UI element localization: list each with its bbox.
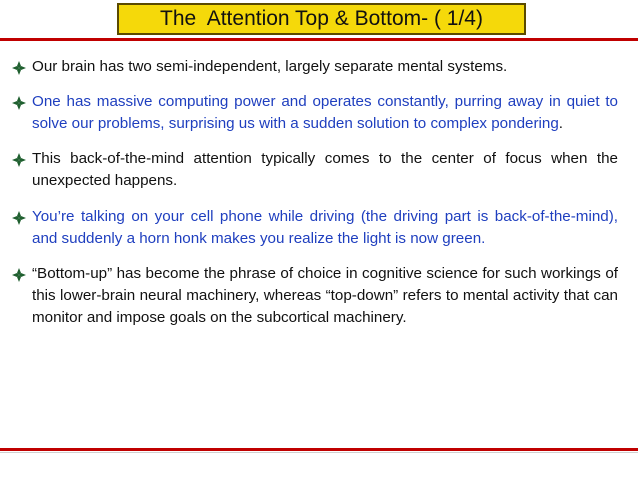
bullet-text: This back-of-the-mind attention typically comes to the center of focus when the unexpected happens. (32, 150, 618, 189)
diamond-bullet-icon (12, 263, 28, 285)
bullet-text: Our brain has two semi-independent, largely separate mental systems. (32, 58, 508, 75)
bullet-text-period: . (558, 115, 564, 132)
bullet-item (12, 263, 618, 329)
slide-title-box (117, 3, 526, 35)
top-divider-line (0, 38, 638, 41)
bullet-text: You’re talking on your cell phone while driving (the driving part is back-of-the-mind), and suddenly a horn honk makes you realize the light is now green. (32, 208, 618, 247)
diamond-bullet-icon (12, 206, 28, 228)
bottom-divider-shadow (0, 452, 638, 453)
slide-title: The Attention Top & Bottom- ( 1/4) (160, 7, 483, 30)
bullet-list (12, 56, 618, 329)
bullet-text: “Bottom-up” has become the phrase of choice in cognitive science for such workings of this lower-brain neural machinery, whereas “top-down” refers to mental activity that can monitor and impose goals on the subcortical machinery. (32, 265, 618, 326)
diamond-bullet-icon (12, 56, 28, 78)
bullet-item (12, 56, 618, 78)
bullet-item (12, 91, 618, 135)
bottom-divider-line (0, 448, 638, 451)
bullet-text: One has massive computing power and operates constantly, purring away in quiet to solve our problems, surprising us with a sudden solution to complex pondering (32, 93, 618, 132)
diamond-bullet-icon (12, 91, 28, 113)
bullet-item (12, 148, 618, 192)
bullet-item (12, 206, 618, 250)
diamond-bullet-icon (12, 148, 28, 170)
